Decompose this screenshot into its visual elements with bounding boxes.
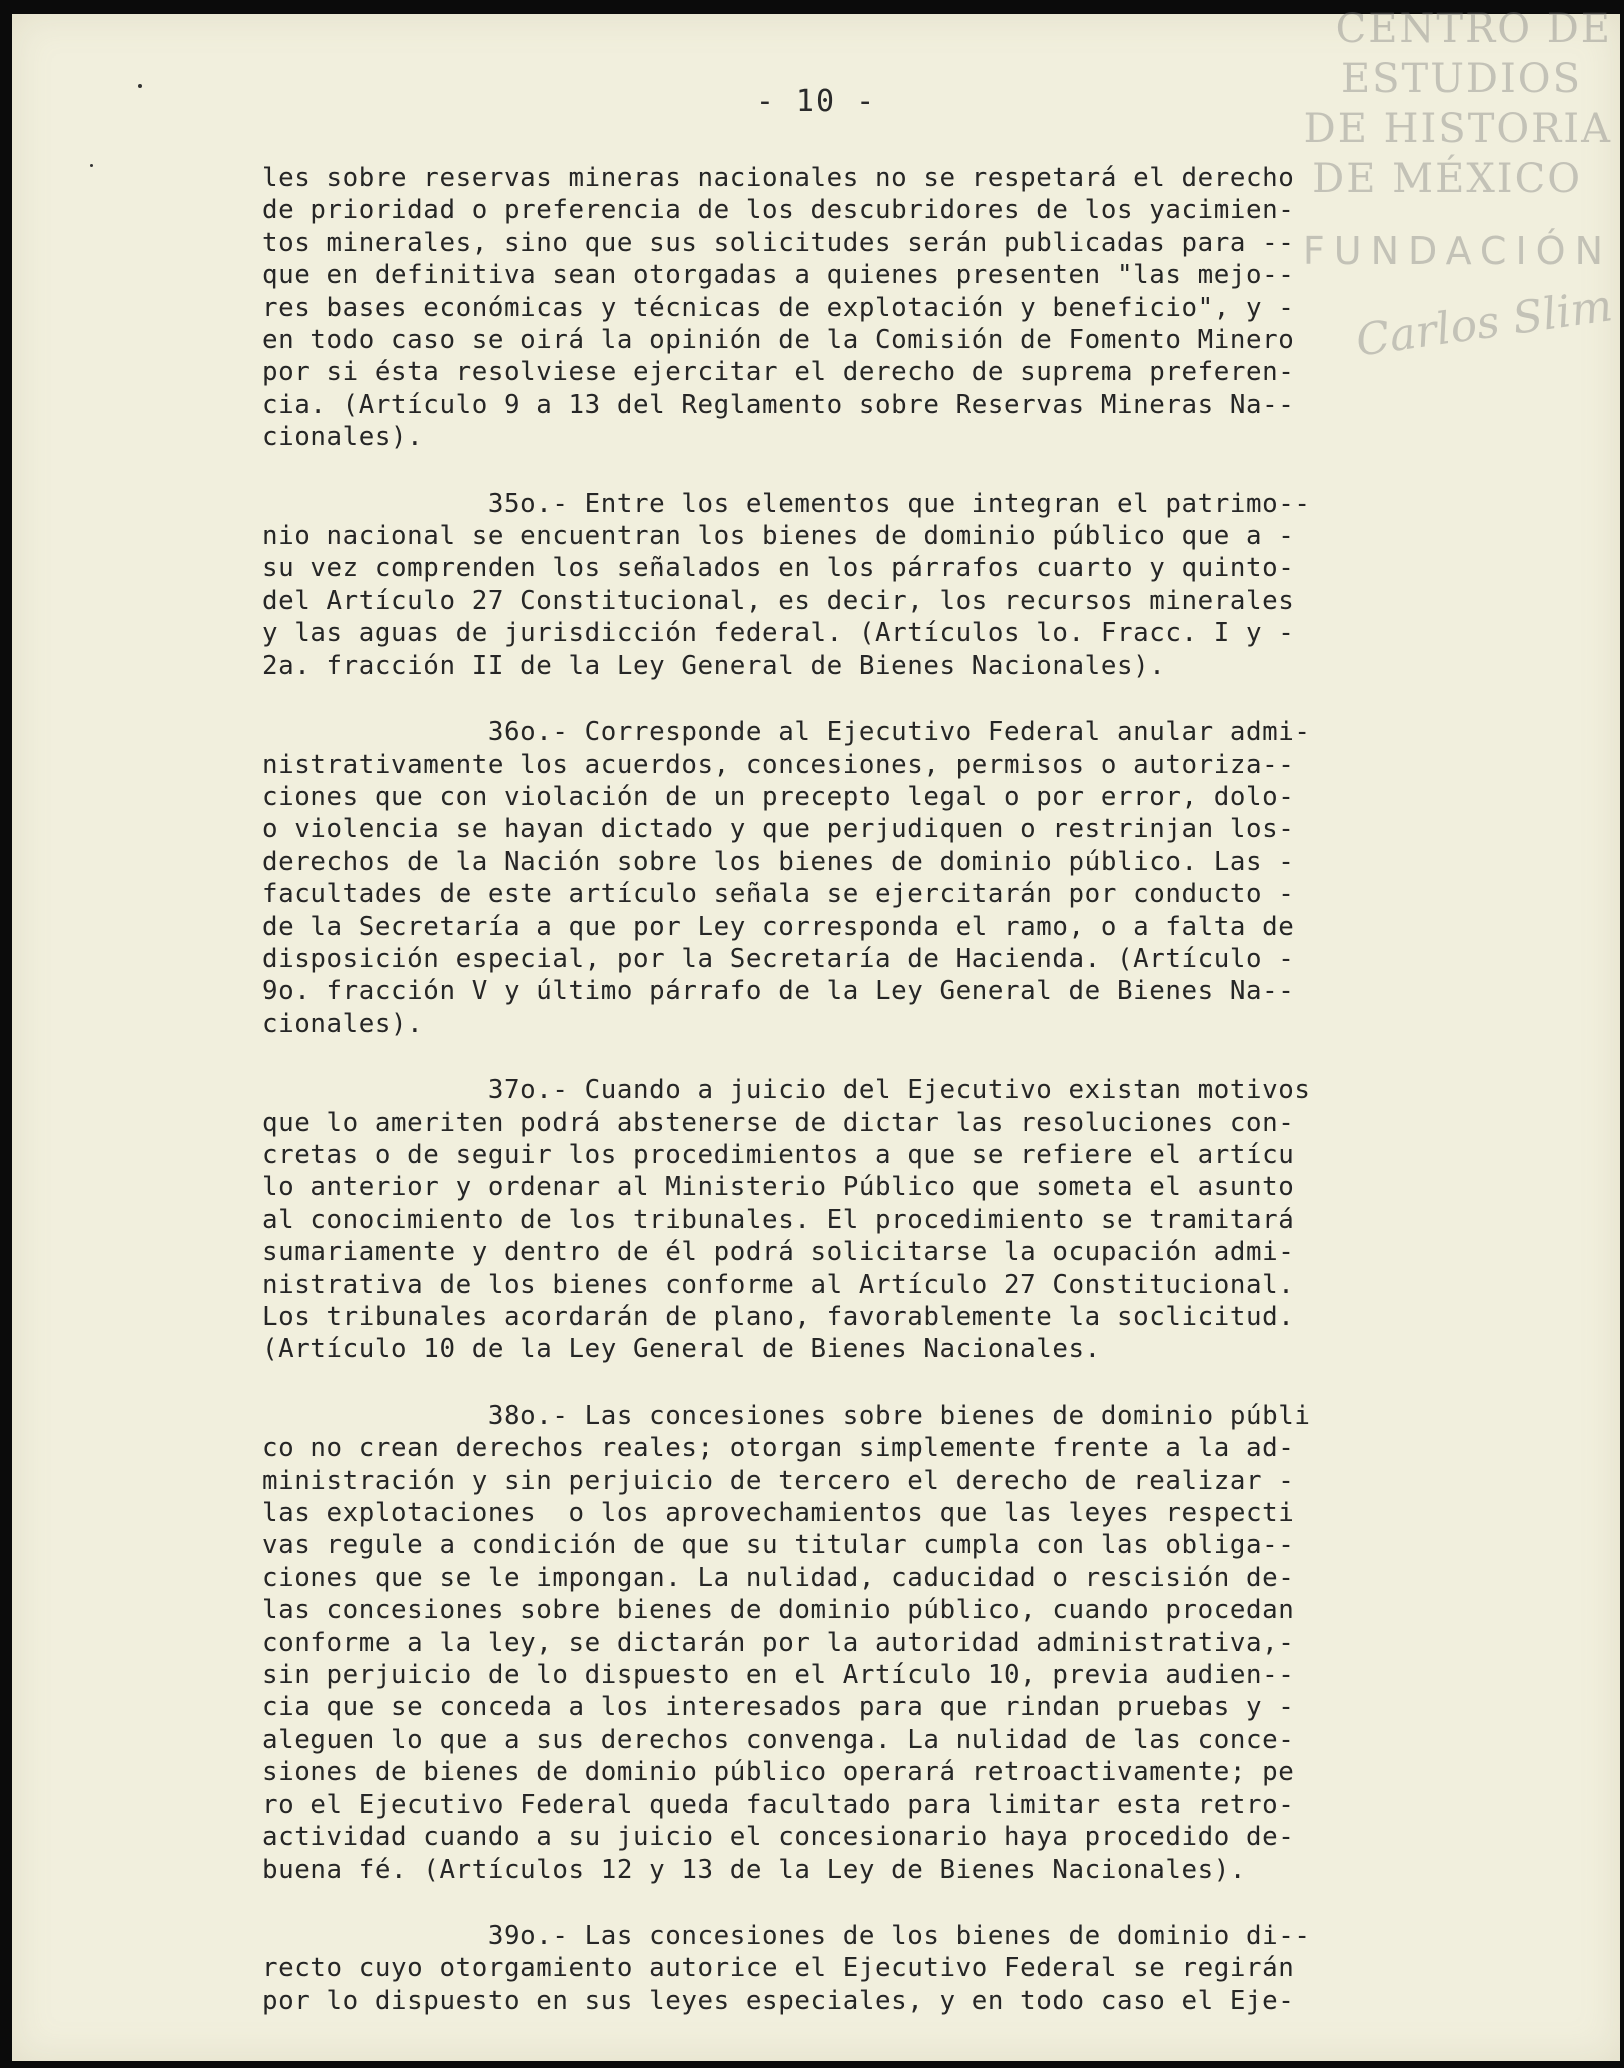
watermark-line: CENTRO DE — [1335, 6, 1612, 52]
paragraph-38: 38o.- Las concesiones sobre bienes de dominio públi co no crean derechos reales; otorgan simplemente frente a la ad- ministración y sin perjuicio de tercero el derecho de realizar - las explotaciones o los aprovechamientos que las leyes respecti vas regule a condición de que su titular cumpla con las obliga-- ciones que se le impongan. La nulidad, caducidad o rescisión de- las concesiones sobre bienes de dominio público, cuando procedan conforme a la ley, se dictarán por la autoridad administrativa,- sin perjuicio de lo dispuesto en el Artículo 10, previa audien-- cia que se conceda a los interesados para que rindan pruebas y - aleguen lo que a sus derechos convenga. La nulidad de las conce- siones de bienes de dominio público operará retroactivamente; pe ro el Ejecutivo Federal queda facultado para limitar esta retro- actividad cuando a su juicio el concesionario haya procedido de- buena fé. (Artículos 12 y 13 de la Ley de Bienes Nacionales). — [262, 1400, 1311, 1885]
document-page — [12, 14, 1620, 2061]
page-number: - 10 - — [755, 84, 877, 119]
paragraph-35: 35o.- Entre los elementos que integran el patrimo-- nio nacional se encuentran los bienes de dominio público que a - su vez comprenden los señalados en los párrafos cuarto y quinto- del Artículo 27 Constitucional, es decir, los recursos minerales y las aguas de jurisdicción federal. (Artículos lo. Fracc. I y - 2a. fracción II de la Ley General de Bienes Nacionales). — [262, 488, 1311, 681]
paragraph-39: 39o.- Las concesiones de los bienes de dominio di-- recto cuyo otorgamiento autorice el Ejecutivo Federal se regirán por lo dispuesto en sus leyes especiales, y en todo caso el Eje- — [262, 1920, 1311, 2016]
watermark-line: DE HISTORIA — [1303, 106, 1612, 152]
watermark-line: ESTUDIOS — [1340, 56, 1582, 102]
paragraph-continuation: les sobre reservas mineras nacionales no se respetará el derecho de prioridad o preferencia de los descubridores de los yacimien- tos minerales, sino que sus solicitudes serán publicadas para -- que en definitiva sean otorgadas a quienes presenten "las mejo-- res bases económicas y técnicas de explotación y beneficio", y - en todo caso se oirá la opinión de la Comisión de Fomento Minero por si ésta resolviese ejercitar el derecho de suprema preferen- cia. (Artículo 9 a 13 del Reglamento sobre Reservas Mineras Na-- cionales). — [262, 163, 1295, 453]
paper-speck — [90, 164, 93, 167]
paragraph-36: 36o.- Corresponde al Ejecutivo Federal anular admi- nistrativamente los acuerdos, concesiones, permisos o autoriza-- ciones que con violación de un precepto legal o por error, dolo- o violencia se hayan dictado y que perjudiquen o restrinjan los- derechos de la Nación sobre los bienes de dominio público. Las - facultades de este artículo señala se ejercitarán por conducto - de la Secretaría a que por Ley corresponda el ramo, o a falta de disposición especial, por la Secretaría de Hacienda. (Artículo - 9o. fracción V y último párrafo de la Ley General de Bienes Na-- cionales). — [262, 717, 1311, 1039]
body-text — [262, 162, 1552, 2051]
watermark-foundation: FUNDACIÓN — [1302, 229, 1612, 273]
watermark-line: DE MÉXICO — [1312, 156, 1582, 202]
watermark-signature: Carlos Slim — [1352, 280, 1616, 367]
paragraph-37: 37o.- Cuando a juicio del Ejecutivo existan motivos que lo ameriten podrá abstenerse de dictar las resoluciones con- cretas o de seguir los procedimientos a que se refiere el artícu lo anterior y ordenar al Ministerio Público que someta el asunto al conocimiento de los tribunales. El procedimiento se tramitará sumariamente y dentro de él podrá solicitarse la ocupación admi- nistrativa de los bienes conforme al Artículo 27 Constitucional. Los tribunales acordarán de plano, favorablemente la soclicitud. (Artículo 10 de la Ley General de Bienes Nacionales. — [262, 1075, 1311, 1365]
